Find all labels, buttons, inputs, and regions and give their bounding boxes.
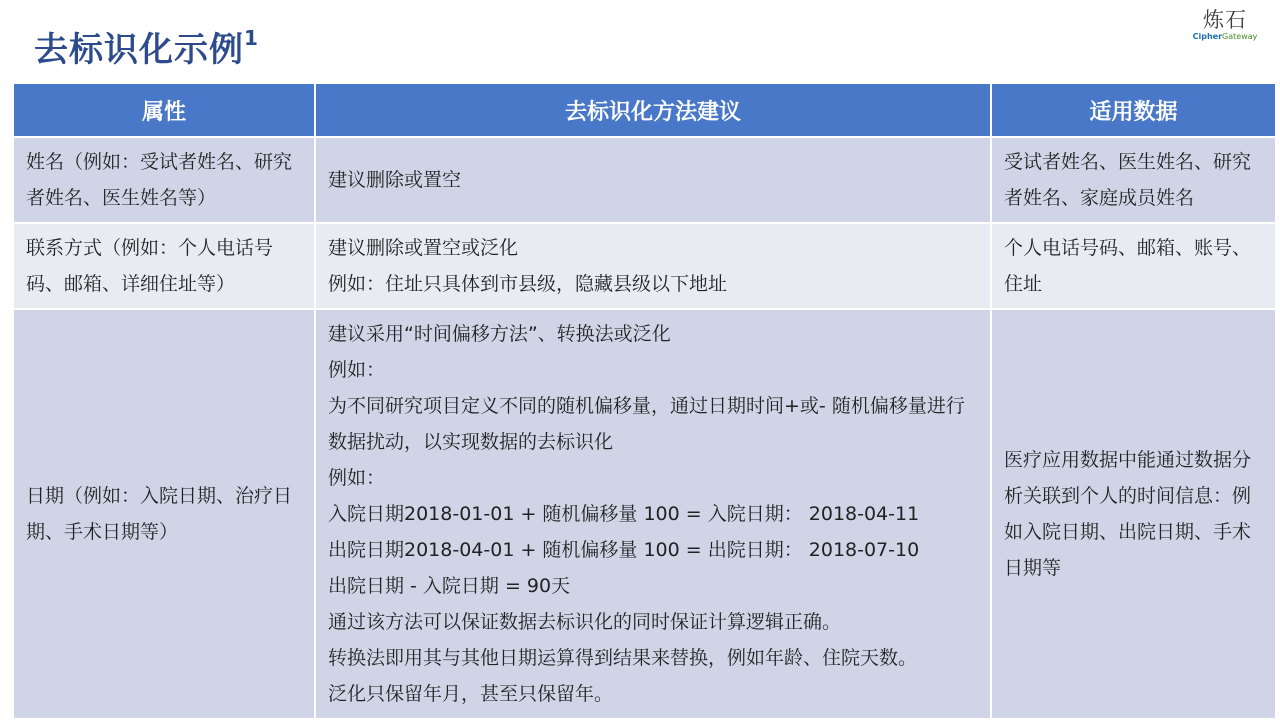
applicable-data-text: 个人电话号码、邮箱、账号、住址 — [1004, 237, 1252, 295]
method-line: 建议删除或置空或泛化 — [328, 237, 519, 259]
cell-method — [315, 137, 991, 223]
deidentification-table — [12, 82, 1277, 720]
method-line: 出院日期 - 入院日期 = 90天 — [328, 575, 571, 597]
method-line: 例如：住址只具体到市县级，隐藏县级以下地址 — [328, 273, 728, 295]
method-line: 建议采用“时间偏移方法”、转换法或泛化 — [328, 323, 671, 345]
method-line: 建议删除或置空 — [328, 169, 462, 191]
logo-chinese-text: 炼石 — [1203, 8, 1247, 32]
cell-attribute — [13, 309, 315, 719]
attribute-text: 姓名（例如：受试者姓名、研究者姓名、医生姓名等） — [26, 151, 293, 209]
table-row-contact — [13, 223, 1276, 309]
header-applicable-data: 适用数据 — [991, 83, 1276, 137]
cell-attribute — [13, 223, 315, 309]
header-method: 去标识化方法建议 — [315, 83, 991, 137]
method-line: 例如： — [328, 467, 386, 489]
table-row-name — [13, 137, 1276, 223]
cell-method — [315, 309, 991, 719]
cell-applicable-data — [991, 309, 1276, 719]
method-line: 例如： — [328, 359, 386, 381]
title-footnote: 1 — [244, 25, 259, 50]
method-line: 入院日期2018-01-01 + 随机偏移量 100 = 入院日期： 2018-04-11 — [328, 503, 920, 525]
table-row-date — [13, 309, 1276, 719]
header-attribute: 属性 — [13, 83, 315, 137]
logo-english-part-a: Cipher — [1192, 32, 1223, 41]
cipher-gateway-logo — [1184, 8, 1266, 48]
method-line: 为不同研究项目定义不同的随机偏移量，通过日期时间+或- 随机偏移量进行数据扰动，以实现数据的去标识化 — [328, 395, 965, 453]
cell-applicable-data — [991, 137, 1276, 223]
method-line: 泛化只保留年月，甚至只保留年。 — [328, 683, 614, 705]
method-line: 出院日期2018-04-01 + 随机偏移量 100 = 出院日期： 2018-07-10 — [328, 539, 920, 561]
cell-attribute — [13, 137, 315, 223]
logo-english-text — [1184, 32, 1266, 42]
table-header-row — [13, 83, 1276, 137]
method-line: 通过该方法可以保证数据去标识化的同时保证计算逻辑正确。 — [328, 611, 842, 633]
method-line: 转换法即用其与其他日期运算得到结果来替换，例如年龄、住院天数。 — [328, 647, 918, 669]
logo-english-part-b: Gateway — [1222, 32, 1258, 41]
cell-applicable-data — [991, 223, 1276, 309]
page-title-text: 去标识化示例 — [34, 30, 244, 70]
page-title — [34, 22, 259, 71]
applicable-data-text: 医疗应用数据中能通过数据分析关联到个人的时间信息：例如入院日期、出院日期、手术日期等 — [1004, 449, 1252, 579]
cell-method — [315, 223, 991, 309]
attribute-text: 日期（例如：入院日期、治疗日期、手术日期等） — [26, 485, 293, 543]
attribute-text: 联系方式（例如：个人电话号码、邮箱、详细住址等） — [26, 237, 274, 295]
applicable-data-text: 受试者姓名、医生姓名、研究者姓名、家庭成员姓名 — [1004, 151, 1252, 209]
